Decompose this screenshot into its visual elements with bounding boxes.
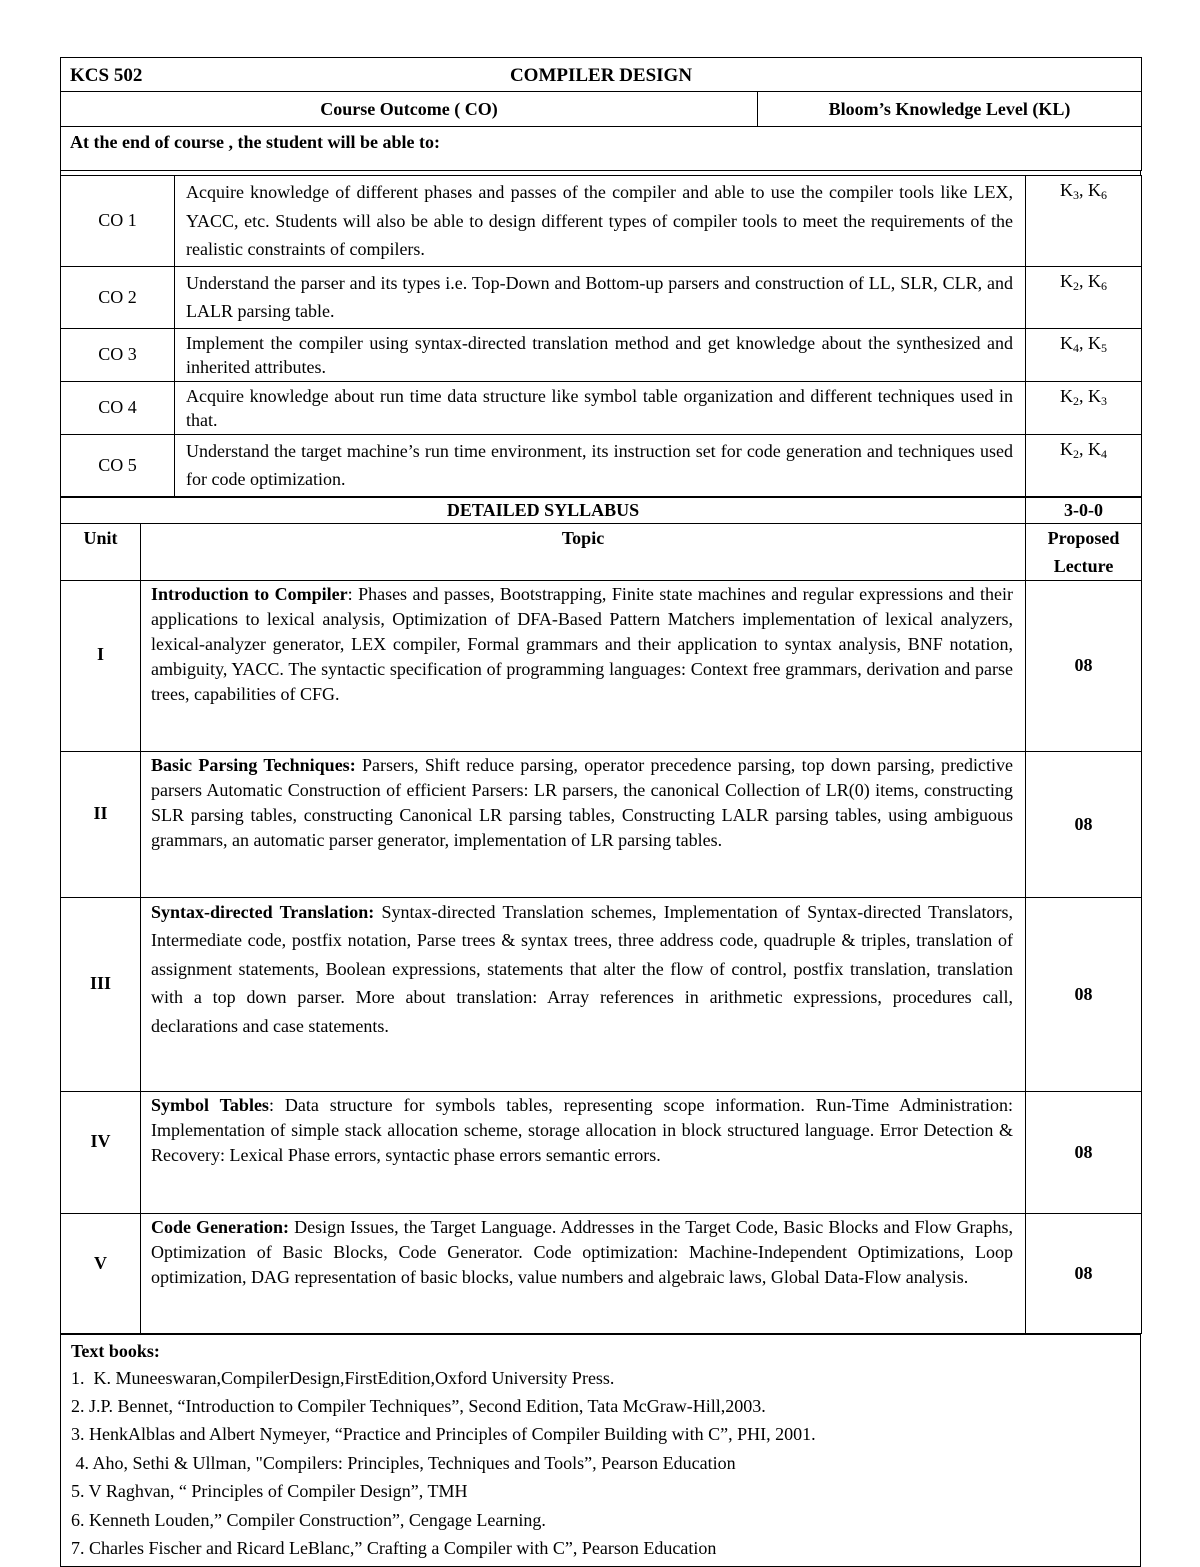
unit-lectures: 08 bbox=[1026, 1213, 1142, 1333]
textbooks-table bbox=[60, 1334, 1141, 1567]
outcome-text: Understand the parser and its types i.e. Top-Down and Bottom-up parsers and construction of LL, SLR, CLR, and LALR parsing table. bbox=[175, 266, 1026, 328]
lecture-header-line2: Lecture bbox=[1026, 552, 1141, 580]
unit-number: IV bbox=[61, 1091, 141, 1213]
course-title-row bbox=[61, 58, 1142, 92]
outcome-row bbox=[61, 176, 1142, 267]
syllabus-sheet bbox=[60, 57, 1141, 1567]
unit-topic bbox=[141, 897, 1026, 1091]
unit-title: Symbol Tables bbox=[151, 1095, 269, 1115]
unit-number: I bbox=[61, 580, 141, 751]
outcome-kl: $K_2$, $K_3$ bbox=[1026, 381, 1142, 434]
unit-column-header: Unit bbox=[61, 523, 141, 580]
textbook-item: 4. Aho, Sethi & Ullman, "Compilers: Principles, Techniques and Tools”, Pearson Education bbox=[61, 1449, 1140, 1477]
outcome-row bbox=[61, 434, 1142, 496]
unit-number: III bbox=[61, 897, 141, 1091]
outcome-row bbox=[61, 381, 1142, 434]
outcome-kl: $K_3$, $K_6$ bbox=[1026, 176, 1142, 267]
unit-body: Parsers, Shift reduce parsing, operator precedence parsing, top down parsing, predictive parsers Automatic Construction of efficient Parsers: LR parsers, the canonical Collection of LR(0) items, constructing SLR parsing tables, constructing Canonical LR parsing tables, Constructing LALR parsing tables, using ambiguous grammars, an automatic parser generator, implementation of LR parsing tables. bbox=[151, 755, 1013, 850]
outcome-row bbox=[61, 328, 1142, 381]
co-column-header: Course Outcome ( CO) bbox=[61, 92, 758, 127]
unit-lectures: 08 bbox=[1026, 751, 1142, 897]
unit-title: Basic Parsing Techniques: bbox=[151, 755, 356, 775]
outcome-id: CO 2 bbox=[61, 266, 175, 328]
textbook-item: 2. J.P. Bennet, “Introduction to Compiler Techniques”, Second Edition, Tata McGraw-Hill,2003. bbox=[61, 1392, 1140, 1420]
unit-title: Code Generation: bbox=[151, 1217, 289, 1237]
textbook-item: 6. Kenneth Louden,” Compiler Construction”, Cengage Learning. bbox=[61, 1506, 1140, 1534]
syllabus-row bbox=[61, 1213, 1142, 1333]
unit-body: Syntax-directed Translation schemes, Implementation of Syntax-directed Translators, Intermediate code, postfix notation, Parse trees & syntax trees, three address code, quadruple & triples, translation of assignment statements, Boolean expressions, statements that alter the flow of control, postfix translation, translation with a top down parser. More about translation: Array references in arithmetic expressions, procedures call, declarations and case statements. bbox=[151, 902, 1013, 1036]
course-code: KCS 502 bbox=[70, 63, 142, 88]
outcome-text: Implement the compiler using syntax-directed translation method and get knowledge about the synthesized and inherited attributes. bbox=[175, 328, 1026, 381]
lecture-column-header bbox=[1026, 523, 1142, 580]
unit-number: II bbox=[61, 751, 141, 897]
syllabus-row bbox=[61, 897, 1142, 1091]
detailed-syllabus-table bbox=[60, 497, 1142, 1334]
unit-topic bbox=[141, 1213, 1026, 1333]
unit-topic bbox=[141, 751, 1026, 897]
syllabus-row bbox=[61, 580, 1142, 751]
unit-title: Syntax-directed Translation: bbox=[151, 902, 374, 922]
course-header-table bbox=[60, 57, 1142, 171]
outcome-kl: $K_2$, $K_4$ bbox=[1026, 434, 1142, 496]
outcome-kl: $K_4$, $K_5$ bbox=[1026, 328, 1142, 381]
unit-number: V bbox=[61, 1213, 141, 1333]
outcome-text: Acquire knowledge of different phases and passes of the compiler and able to use the compiler tools like LEX, YACC, etc. Students will also be able to design different types of compiler tools to meet the requirements of the realistic constraints of compilers. bbox=[175, 176, 1026, 267]
topic-column-header: Topic bbox=[141, 523, 1026, 580]
lecture-header-line1: Proposed bbox=[1026, 524, 1141, 552]
outcome-text: Acquire knowledge about run time data structure like symbol table organization and different techniques used in that. bbox=[175, 381, 1026, 434]
unit-topic: Introduction to Compiler: Phases and passes, Bootstrapping, Finite state machines and regular expressions and their applications to lexical analysis, Optimization of DFA-Based Pattern Matchers implementation of lexical analyzers, lexical-analyzer generator, LEX compiler, Formal grammars and their application to syntax analysis, BNF notation, ambiguity, YACC. The syntactic specification of programming languages: Context free grammars, derivation and parse trees, capabilities of CFG. bbox=[141, 580, 1026, 751]
textbook-item: 3. HenkAlblas and Albert Nymeyer, “Practice and Principles of Compiler Building with C”, PHI, 2001. bbox=[61, 1420, 1140, 1448]
unit-lectures: 08 bbox=[1026, 580, 1142, 751]
unit-lectures: 08 bbox=[1026, 897, 1142, 1091]
unit-title: Introduction to Compiler bbox=[151, 584, 348, 604]
course-outcomes-table bbox=[60, 175, 1142, 497]
course-intro: At the end of course , the student will be able to: bbox=[61, 127, 1142, 171]
syllabus-row bbox=[61, 1091, 1142, 1213]
outcome-text: Understand the target machine’s run time environment, its instruction set for code generation and techniques used for code optimization. bbox=[175, 434, 1026, 496]
ltp-value: 3-0-0 bbox=[1026, 497, 1142, 523]
unit-body: Data structure for symbols tables, representing scope information. Run-Time Administration: Implementation of simple stack allocation scheme, storage allocation in block structured language. Error Detection & Recovery: Lexical Phase errors, syntactic phase errors semantic errors. bbox=[151, 1095, 1013, 1165]
textbooks-heading: Text books: bbox=[61, 1338, 1140, 1364]
outcome-id: CO 3 bbox=[61, 328, 175, 381]
textbook-item: 1. K. Muneeswaran,CompilerDesign,FirstEdition,Oxford University Press. bbox=[61, 1364, 1140, 1392]
course-title: COMPILER DESIGN bbox=[61, 63, 1141, 88]
kl-column-header: Bloom’s Knowledge Level (KL) bbox=[758, 92, 1142, 127]
outcome-id: CO 5 bbox=[61, 434, 175, 496]
unit-body: Phases and passes, Bootstrapping, Finite state machines and regular expressions and their applications to lexical analysis, Optimization of DFA-Based Pattern Matchers implementation of lexical analyzers, lexical-analyzer generator, LEX compiler, Formal grammars and their application to syntax analysis, BNF notation, ambiguity, YACC. The syntactic specification of programming languages: Context free grammars, derivation and parse trees, capabilities of CFG. bbox=[151, 584, 1013, 704]
unit-body: Design Issues, the Target Language. Addresses in the Target Code, Basic Blocks and Flow Graphs, Optimization of Basic Blocks, Code Generator. Code optimization: Machine-Independent Optimizations, Loop optimization, DAG representation of basic blocks, value numbers and algebraic laws, Global Data-Flow analysis. bbox=[151, 1217, 1013, 1287]
unit-topic: Symbol Tables: Data structure for symbols tables, representing scope information. Run-Time Administration: Implementation of simple stack allocation scheme, storage allocation in block structured language. Error Detection & Recovery: Lexical Phase errors, syntactic phase errors semantic errors. bbox=[141, 1091, 1026, 1213]
syllabus-heading: DETAILED SYLLABUS bbox=[61, 497, 1026, 523]
outcome-id: CO 1 bbox=[61, 176, 175, 267]
textbook-item: 7. Charles Fischer and Ricard LeBlanc,” Crafting a Compiler with C”, Pearson Education bbox=[61, 1534, 1140, 1562]
textbook-item: 5. V Raghvan, “ Principles of Compiler Design”, TMH bbox=[61, 1477, 1140, 1505]
outcome-row bbox=[61, 266, 1142, 328]
outcome-id: CO 4 bbox=[61, 381, 175, 434]
syllabus-row bbox=[61, 751, 1142, 897]
outcome-kl: $K_2$, $K_6$ bbox=[1026, 266, 1142, 328]
textbooks-cell bbox=[61, 1334, 1141, 1567]
unit-lectures: 08 bbox=[1026, 1091, 1142, 1213]
